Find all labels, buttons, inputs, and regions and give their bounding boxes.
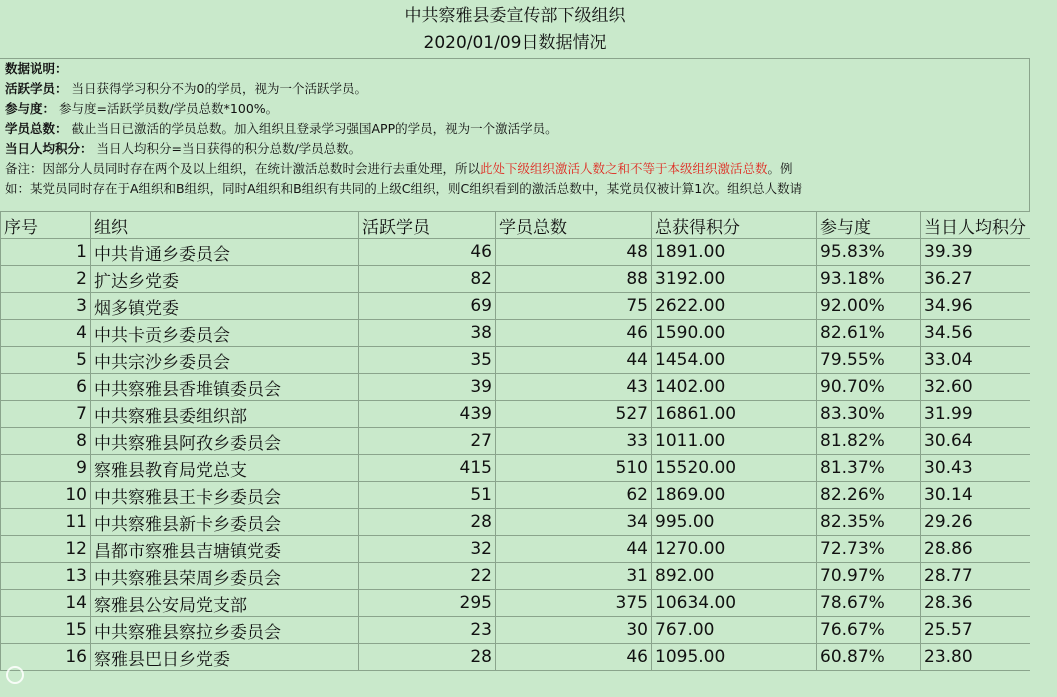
remark-prefix: 备注：因部分人员同时存在两个及以上组织，在统计激活总数时会进行去重处理，所以 (5, 161, 481, 176)
table-cell[interactable]: 46 (496, 320, 652, 347)
table-cell[interactable]: 22 (359, 563, 496, 590)
table-cell[interactable]: 767.00 (652, 617, 817, 644)
table-cell[interactable]: 81.82% (817, 428, 921, 455)
data-table (0, 211, 1031, 671)
table-row (1, 239, 1031, 266)
table-cell[interactable]: 中共察雅县察拉乡委员会 (91, 617, 359, 644)
header-cell[interactable]: 学员总数 (496, 212, 652, 239)
table-cell[interactable]: 81.37% (817, 455, 921, 482)
table-cell[interactable]: 34 (496, 509, 652, 536)
table-cell[interactable]: 28 (359, 644, 496, 671)
table-cell[interactable]: 439 (359, 401, 496, 428)
table-cell[interactable]: 16 (1, 644, 91, 671)
sheet-margin (1030, 0, 1057, 697)
table-cell[interactable]: 中共察雅县阿孜乡委员会 (91, 428, 359, 455)
table-cell[interactable]: 33.04 (921, 347, 1031, 374)
table-cell[interactable]: 16861.00 (652, 401, 817, 428)
table-cell[interactable]: 62 (496, 482, 652, 509)
table-cell[interactable]: 31.99 (921, 401, 1031, 428)
table-cell[interactable]: 中共察雅县委组织部 (91, 401, 359, 428)
table-cell[interactable]: 88 (496, 266, 652, 293)
table-cell[interactable]: 90.70% (817, 374, 921, 401)
header-row (1, 212, 1031, 239)
table-cell[interactable]: 1454.00 (652, 347, 817, 374)
total-text: 截止当日已激活的学员总数。加入组织且登录学习强国APP的学员，视为一个激活学员。 (71, 121, 558, 136)
table-cell[interactable]: 31 (496, 563, 652, 590)
table-row (1, 590, 1031, 617)
table-row (1, 563, 1031, 590)
table-row (1, 455, 1031, 482)
table-cell[interactable]: 82.26% (817, 482, 921, 509)
table-cell[interactable]: 5 (1, 347, 91, 374)
table-cell[interactable]: 1590.00 (652, 320, 817, 347)
table-cell[interactable]: 32 (359, 536, 496, 563)
table-cell[interactable]: 44 (496, 536, 652, 563)
table-cell[interactable]: 29.26 (921, 509, 1031, 536)
table-cell[interactable]: 79.55% (817, 347, 921, 374)
table-cell[interactable]: 510 (496, 455, 652, 482)
table-cell[interactable]: 44 (496, 347, 652, 374)
table-cell[interactable]: 72.73% (817, 536, 921, 563)
table-cell[interactable]: 2 (1, 266, 91, 293)
title-block[interactable] (0, 0, 1031, 59)
table-cell[interactable]: 82 (359, 266, 496, 293)
active-label: 活跃学员： (5, 81, 68, 96)
table-row (1, 401, 1031, 428)
table-cell[interactable]: 1869.00 (652, 482, 817, 509)
table-row (1, 509, 1031, 536)
header-cell[interactable]: 序号 (1, 212, 91, 239)
table-cell[interactable]: 4 (1, 320, 91, 347)
table-cell[interactable]: 中共察雅县王卡乡委员会 (91, 482, 359, 509)
table-cell[interactable]: 中共卡贡乡委员会 (91, 320, 359, 347)
table-cell[interactable]: 中共肯通乡委员会 (91, 239, 359, 266)
table-cell[interactable]: 30.64 (921, 428, 1031, 455)
table-cell[interactable]: 23.80 (921, 644, 1031, 671)
table-cell[interactable]: 295 (359, 590, 496, 617)
avg-label: 当日人均积分： (5, 141, 93, 156)
header-cell[interactable]: 参与度 (817, 212, 921, 239)
total-label: 学员总数： (5, 121, 68, 136)
table-cell[interactable]: 36.27 (921, 266, 1031, 293)
table-cell[interactable]: 1270.00 (652, 536, 817, 563)
table-cell[interactable]: 25.57 (921, 617, 1031, 644)
table-cell[interactable]: 32.60 (921, 374, 1031, 401)
table-cell[interactable]: 28.36 (921, 590, 1031, 617)
avg-text: 当日人均积分=当日获得的积分总数/学员总数。 (96, 141, 362, 156)
table-cell[interactable]: 27 (359, 428, 496, 455)
table-cell[interactable]: 82.35% (817, 509, 921, 536)
table-cell[interactable]: 2622.00 (652, 293, 817, 320)
table-cell[interactable]: 中共察雅县香堆镇委员会 (91, 374, 359, 401)
header-cell[interactable]: 活跃学员 (359, 212, 496, 239)
table-cell[interactable]: 70.97% (817, 563, 921, 590)
table-cell[interactable]: 48 (496, 239, 652, 266)
table-cell[interactable]: 78.67% (817, 590, 921, 617)
table-cell[interactable]: 1891.00 (652, 239, 817, 266)
table-cell[interactable]: 527 (496, 401, 652, 428)
table-cell[interactable]: 30.14 (921, 482, 1031, 509)
table-cell[interactable]: 375 (496, 590, 652, 617)
table-cell[interactable]: 34.56 (921, 320, 1031, 347)
table-cell[interactable]: 28.77 (921, 563, 1031, 590)
table-cell[interactable]: 察雅县公安局党支部 (91, 590, 359, 617)
table-cell[interactable]: 28.86 (921, 536, 1031, 563)
table-row (1, 320, 1031, 347)
table-row (1, 644, 1031, 671)
table-cell[interactable]: 中共宗沙乡委员会 (91, 347, 359, 374)
participation-label: 参与度： (5, 101, 56, 116)
table-cell[interactable]: 75 (496, 293, 652, 320)
table-row (1, 428, 1031, 455)
table-cell[interactable]: 6 (1, 374, 91, 401)
table-cell[interactable]: 13 (1, 563, 91, 590)
table-cell[interactable]: 10 (1, 482, 91, 509)
table-cell[interactable]: 30.43 (921, 455, 1031, 482)
table-cell[interactable]: 7 (1, 401, 91, 428)
table-cell[interactable]: 892.00 (652, 563, 817, 590)
table-cell[interactable]: 察雅县教育局党总支 (91, 455, 359, 482)
table-cell[interactable]: 23 (359, 617, 496, 644)
table-cell[interactable]: 8 (1, 428, 91, 455)
table-row (1, 536, 1031, 563)
table-cell[interactable]: 15520.00 (652, 455, 817, 482)
table-cell[interactable]: 10634.00 (652, 590, 817, 617)
participation-text: 参与度=活跃学员数/学员总数*100%。 (59, 101, 279, 116)
table-cell[interactable]: 93.18% (817, 266, 921, 293)
table-cell[interactable]: 95.83% (817, 239, 921, 266)
table-cell[interactable]: 昌都市察雅县吉塘镇党委 (91, 536, 359, 563)
table-cell[interactable]: 12 (1, 536, 91, 563)
table-cell[interactable]: 扩达乡党委 (91, 266, 359, 293)
table-cell[interactable]: 83.30% (817, 401, 921, 428)
table-row (1, 482, 1031, 509)
table-cell[interactable]: 3192.00 (652, 266, 817, 293)
table-cell[interactable]: 82.61% (817, 320, 921, 347)
table-cell[interactable]: 中共察雅县荣周乡委员会 (91, 563, 359, 590)
table-row (1, 293, 1031, 320)
table-cell[interactable]: 15 (1, 617, 91, 644)
table-cell[interactable]: 46 (496, 644, 652, 671)
notes-heading: 数据说明： (5, 61, 68, 76)
table-cell[interactable]: 1011.00 (652, 428, 817, 455)
watermark (6, 666, 24, 684)
table-cell[interactable]: 39.39 (921, 239, 1031, 266)
table-cell[interactable]: 9 (1, 455, 91, 482)
table-cell[interactable]: 14 (1, 590, 91, 617)
remark-highlight: 此处下级组织激活人数之和不等于本级组织激活总数 (480, 161, 768, 176)
table-cell[interactable]: 察雅县巴日乡党委 (91, 644, 359, 671)
table-cell[interactable]: 30 (496, 617, 652, 644)
table-row (1, 266, 1031, 293)
table-cell[interactable]: 中共察雅县新卡乡委员会 (91, 509, 359, 536)
header-cell[interactable]: 组织 (91, 212, 359, 239)
table-cell[interactable]: 28 (359, 509, 496, 536)
table-cell[interactable]: 92.00% (817, 293, 921, 320)
table-cell[interactable]: 1095.00 (652, 644, 817, 671)
table-cell[interactable]: 38 (359, 320, 496, 347)
table-cell[interactable]: 69 (359, 293, 496, 320)
table-cell[interactable]: 烟多镇党委 (91, 293, 359, 320)
notes-block[interactable] (0, 59, 1030, 211)
table-cell[interactable]: 33 (496, 428, 652, 455)
header-cell[interactable]: 总获得积分 (652, 212, 817, 239)
report-title: 中共察雅县委宣传部下级组织 (404, 6, 626, 26)
table-cell[interactable]: 11 (1, 509, 91, 536)
table-cell[interactable]: 43 (496, 374, 652, 401)
header-cell[interactable]: 当日人均积分 (921, 212, 1031, 239)
table-cell[interactable]: 46 (359, 239, 496, 266)
remark-line2: 如：某党员同时存在于A组织和B组织，同时A组织和B组织有共同的上级C组织，则C组织看到的激活总数中，某党员仅被计算1次。组织总人数请 (5, 181, 803, 196)
remark-suffix: 。例 (767, 161, 793, 176)
table-cell[interactable]: 3 (1, 293, 91, 320)
table-cell[interactable]: 51 (359, 482, 496, 509)
table-cell[interactable]: 60.87% (817, 644, 921, 671)
table-row (1, 617, 1031, 644)
table-cell[interactable]: 1 (1, 239, 91, 266)
table-row (1, 347, 1031, 374)
table-cell[interactable]: 39 (359, 374, 496, 401)
table-cell[interactable]: 35 (359, 347, 496, 374)
table-row (1, 374, 1031, 401)
watermark-icon (6, 666, 24, 684)
table-cell[interactable]: 76.67% (817, 617, 921, 644)
table-cell[interactable]: 995.00 (652, 509, 817, 536)
report-date: 2020/01/09日数据情况 (423, 33, 607, 53)
table-cell[interactable]: 34.96 (921, 293, 1031, 320)
active-text: 当日获得学习积分不为0的学员，视为一个活跃学员。 (71, 81, 367, 96)
table-cell[interactable]: 1402.00 (652, 374, 817, 401)
table-cell[interactable]: 415 (359, 455, 496, 482)
